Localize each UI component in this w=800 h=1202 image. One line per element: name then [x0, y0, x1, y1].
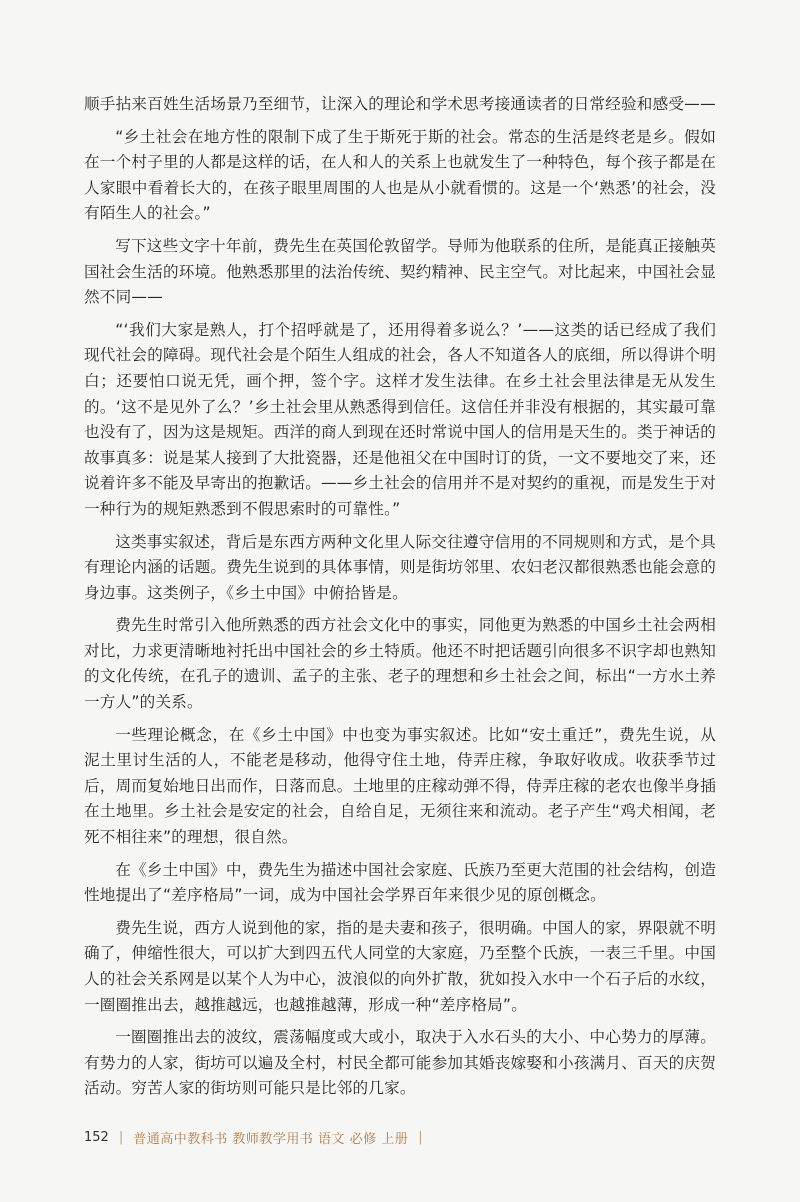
footer-separator-right: |	[418, 1130, 423, 1145]
page-body	[84, 92, 716, 1109]
page-footer	[84, 1128, 423, 1147]
footer-separator-left: |	[118, 1130, 124, 1145]
page-number: 152	[84, 1130, 109, 1145]
body-paragraph: 费先生说，西方人说到他的家，指的是夫妻和孩子，很明确。中国人的家，界限就不明确了，伸缩性很大，可以扩大到四五代人同堂的大家庭，乃至整个氏族，一表三千里。中国人的社会关系网是以某个人为中心，波浪似的向外扩散，犹如投入水中一个石子后的水纹，一圈圈推出去，越推越远，也越推越薄，形成一种“差序格局”。	[84, 918, 716, 1014]
body-paragraph: 在《乡土中国》中，费先生为描述中国社会家庭、氏族乃至更大范围的社会结构，创造性地提出了“差序格局”一词，成为中国社会学界百年来很少见的原创概念。	[84, 860, 716, 905]
quote-paragraph: “‘我们大家是熟人，打个招呼就是了，还用得着多说么？’——这类的话已经成了我们现代社会的障碍。现代社会是个陌生人组成的社会，各人不知道各人的底细，所以得讲个明白；还要怕口说无凭，画个押，签个字。这样才发生法律。在乡土社会里法律是无从发生的。‘这不是见外了么？’乡土社会里从熟悉得到信任。这信任并非没有根据的，其实最可靠也没有了，因为这是规矩。西洋的商人到现在还时常说中国人的信用是天生的。类于神话的故事真多：说是某人接到了大批瓷器，还是他祖父在中国时订的货，一文不要地交了来，还说着许多不能及早寄出的抱歉话。——乡土社会的信用并不是对契约的重视，而是发生于对一种行为的规矩熟悉到不假思索时的可靠性。”	[84, 320, 716, 518]
book-series-title: 普通高中教科书 教师教学用书 语文 必修 上册	[133, 1132, 409, 1147]
body-paragraph: 这类事实叙述，背后是东西方两种文化里人际交往遵守信用的不同规则和方式，是个具有理论内涵的话题。费先生说到的具体事情，则是街坊邻里、农妇老汉都很熟悉也能会意的身边事。这类例子，《乡土中国》中俯拾皆是。	[84, 532, 716, 602]
body-paragraph: 一些理论概念，在《乡土中国》中也变为事实叙述。比如“安土重迁”，费先生说，从泥土里讨生活的人，不能老是移动，他得守住土地，侍弄庄稼，争取好收成。收获季节过后，周而复始地日出而作，日落而息。土地里的庄稼动弹不得，侍弄庄稼的老农也像半身插在土地里。乡土社会是安定的社会，自给自足，无须往来和流动。老子产生“鸡犬相闻，老死不相往来”的理想，很自然。	[84, 725, 716, 847]
body-paragraph: 费先生时常引入他所熟悉的西方社会文化中的事实，同他更为熟悉的中国乡土社会两相对比，力求更清晰地衬托出中国社会的乡土特质。他还不时把话题引向很多不识字却也熟知的文化传统，在孔子的遗训、孟子的主张、老子的理想和乡土社会之间，标出“一方水土养一方人”的关系。	[84, 616, 716, 712]
quote-paragraph: “乡土社会在地方性的限制下成了生于斯死于斯的社会。常态的生活是终老是乡。假如在一个村子里的人都是这样的话，在人和人的关系上也就发生了一种特色，每个孩子都是在人家眼中看着长大的，在孩子眼里周围的人也是从小就看惯的。这是一个‘熟悉’的社会，没有陌生人的社会。”	[84, 127, 716, 223]
paragraph-continuation: 顺手拈来百姓生活场景乃至细节，让深入的理论和学术思考接通读者的日常经验和感受——	[84, 95, 716, 113]
body-paragraph: 一圈圈推出去的波纹，震荡幅度或大或小，取决于入水石头的大小、中心势力的厚薄。有势力的人家，街坊可以遍及全村，村民全都可能参加其婚丧嫁娶和小孩满月、百天的庆贺活动。穷苦人家的街坊则可能只是比邻的几家。	[84, 1028, 716, 1098]
body-paragraph: 写下这些文字十年前，费先生在英国伦敦留学。导师为他联系的住所，是能真正接触英国社会生活的环境。他熟悉那里的法治传统、契约精神、民主空气。对比起来，中国社会显然不同——	[84, 236, 716, 307]
